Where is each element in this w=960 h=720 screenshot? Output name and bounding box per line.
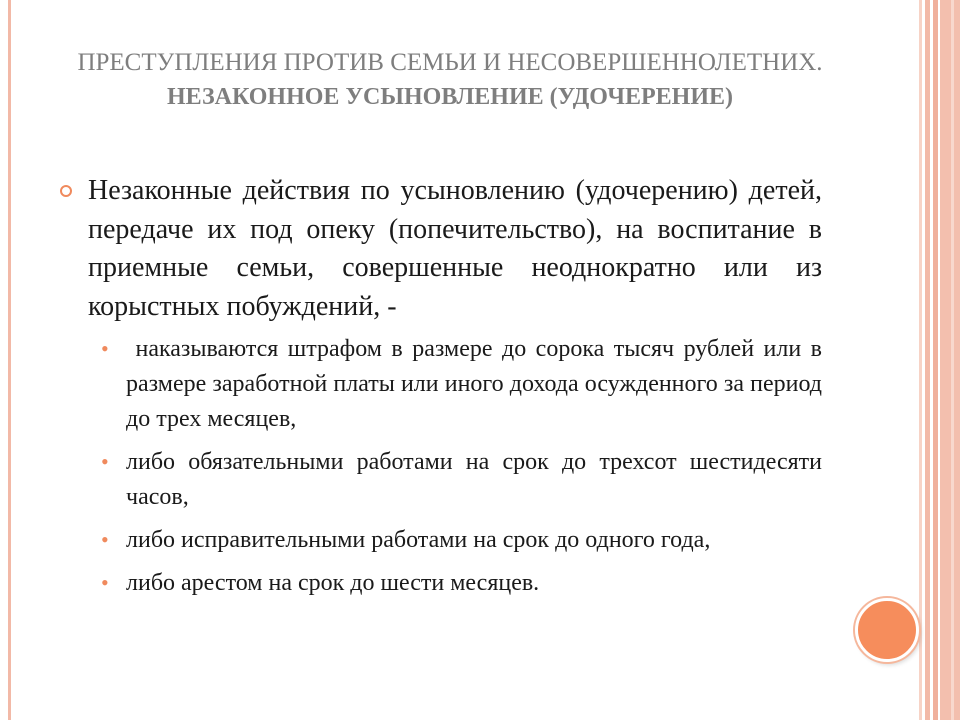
list-item-text: наказываются штрафом в размере до сорока тысяч рублей или в размере заработной платы или иного дохода осужденного за период до трех месяцев, (126, 336, 828, 432)
right-stripe (919, 0, 922, 720)
main-bullet-item (60, 172, 822, 326)
list-item (101, 566, 822, 601)
right-stripe (925, 0, 930, 720)
list-item (101, 445, 822, 515)
list-item (101, 332, 828, 437)
list-item-text: либо исправительными работами на срок до одного года, (126, 527, 711, 553)
sub-bullet-list (60, 332, 828, 601)
title-line-2: НЕЗАКОННОЕ УСЫНОВЛЕНИЕ (УДОЧЕРЕНИЕ) (166, 84, 733, 110)
ring-bullet-icon (60, 185, 72, 197)
title-line-1: ПРЕСТУПЛЕНИЯ ПРОТИВ СЕМЬИ И НЕСОВЕРШЕННОЛЕТНИХ. (77, 49, 823, 76)
dot-bullet-icon: • (101, 336, 109, 361)
right-stripe (940, 0, 960, 720)
main-bullet-text: Незаконные действия по усыновлению (удочерению) детей, передаче их под опеку (попечительство), на воспитание в приемные семьи, совершенные неоднократно или из корыстных побуждений, - (88, 175, 822, 322)
slide-body (60, 172, 828, 609)
list-item (101, 523, 822, 558)
left-decorative-rule (8, 0, 11, 720)
dot-bullet-icon: • (101, 570, 109, 595)
dot-bullet-icon: • (101, 527, 109, 552)
dot-bullet-icon: • (101, 449, 109, 474)
slide-title (60, 48, 840, 112)
list-item-text: либо арестом на срок до шести месяцев. (126, 570, 540, 596)
right-stripe (933, 0, 938, 720)
list-item-text: либо обязательными работами на срок до трехсот шестидесяти часов, (126, 449, 822, 510)
right-stripe (951, 0, 954, 720)
decorative-circle-icon (855, 598, 919, 662)
